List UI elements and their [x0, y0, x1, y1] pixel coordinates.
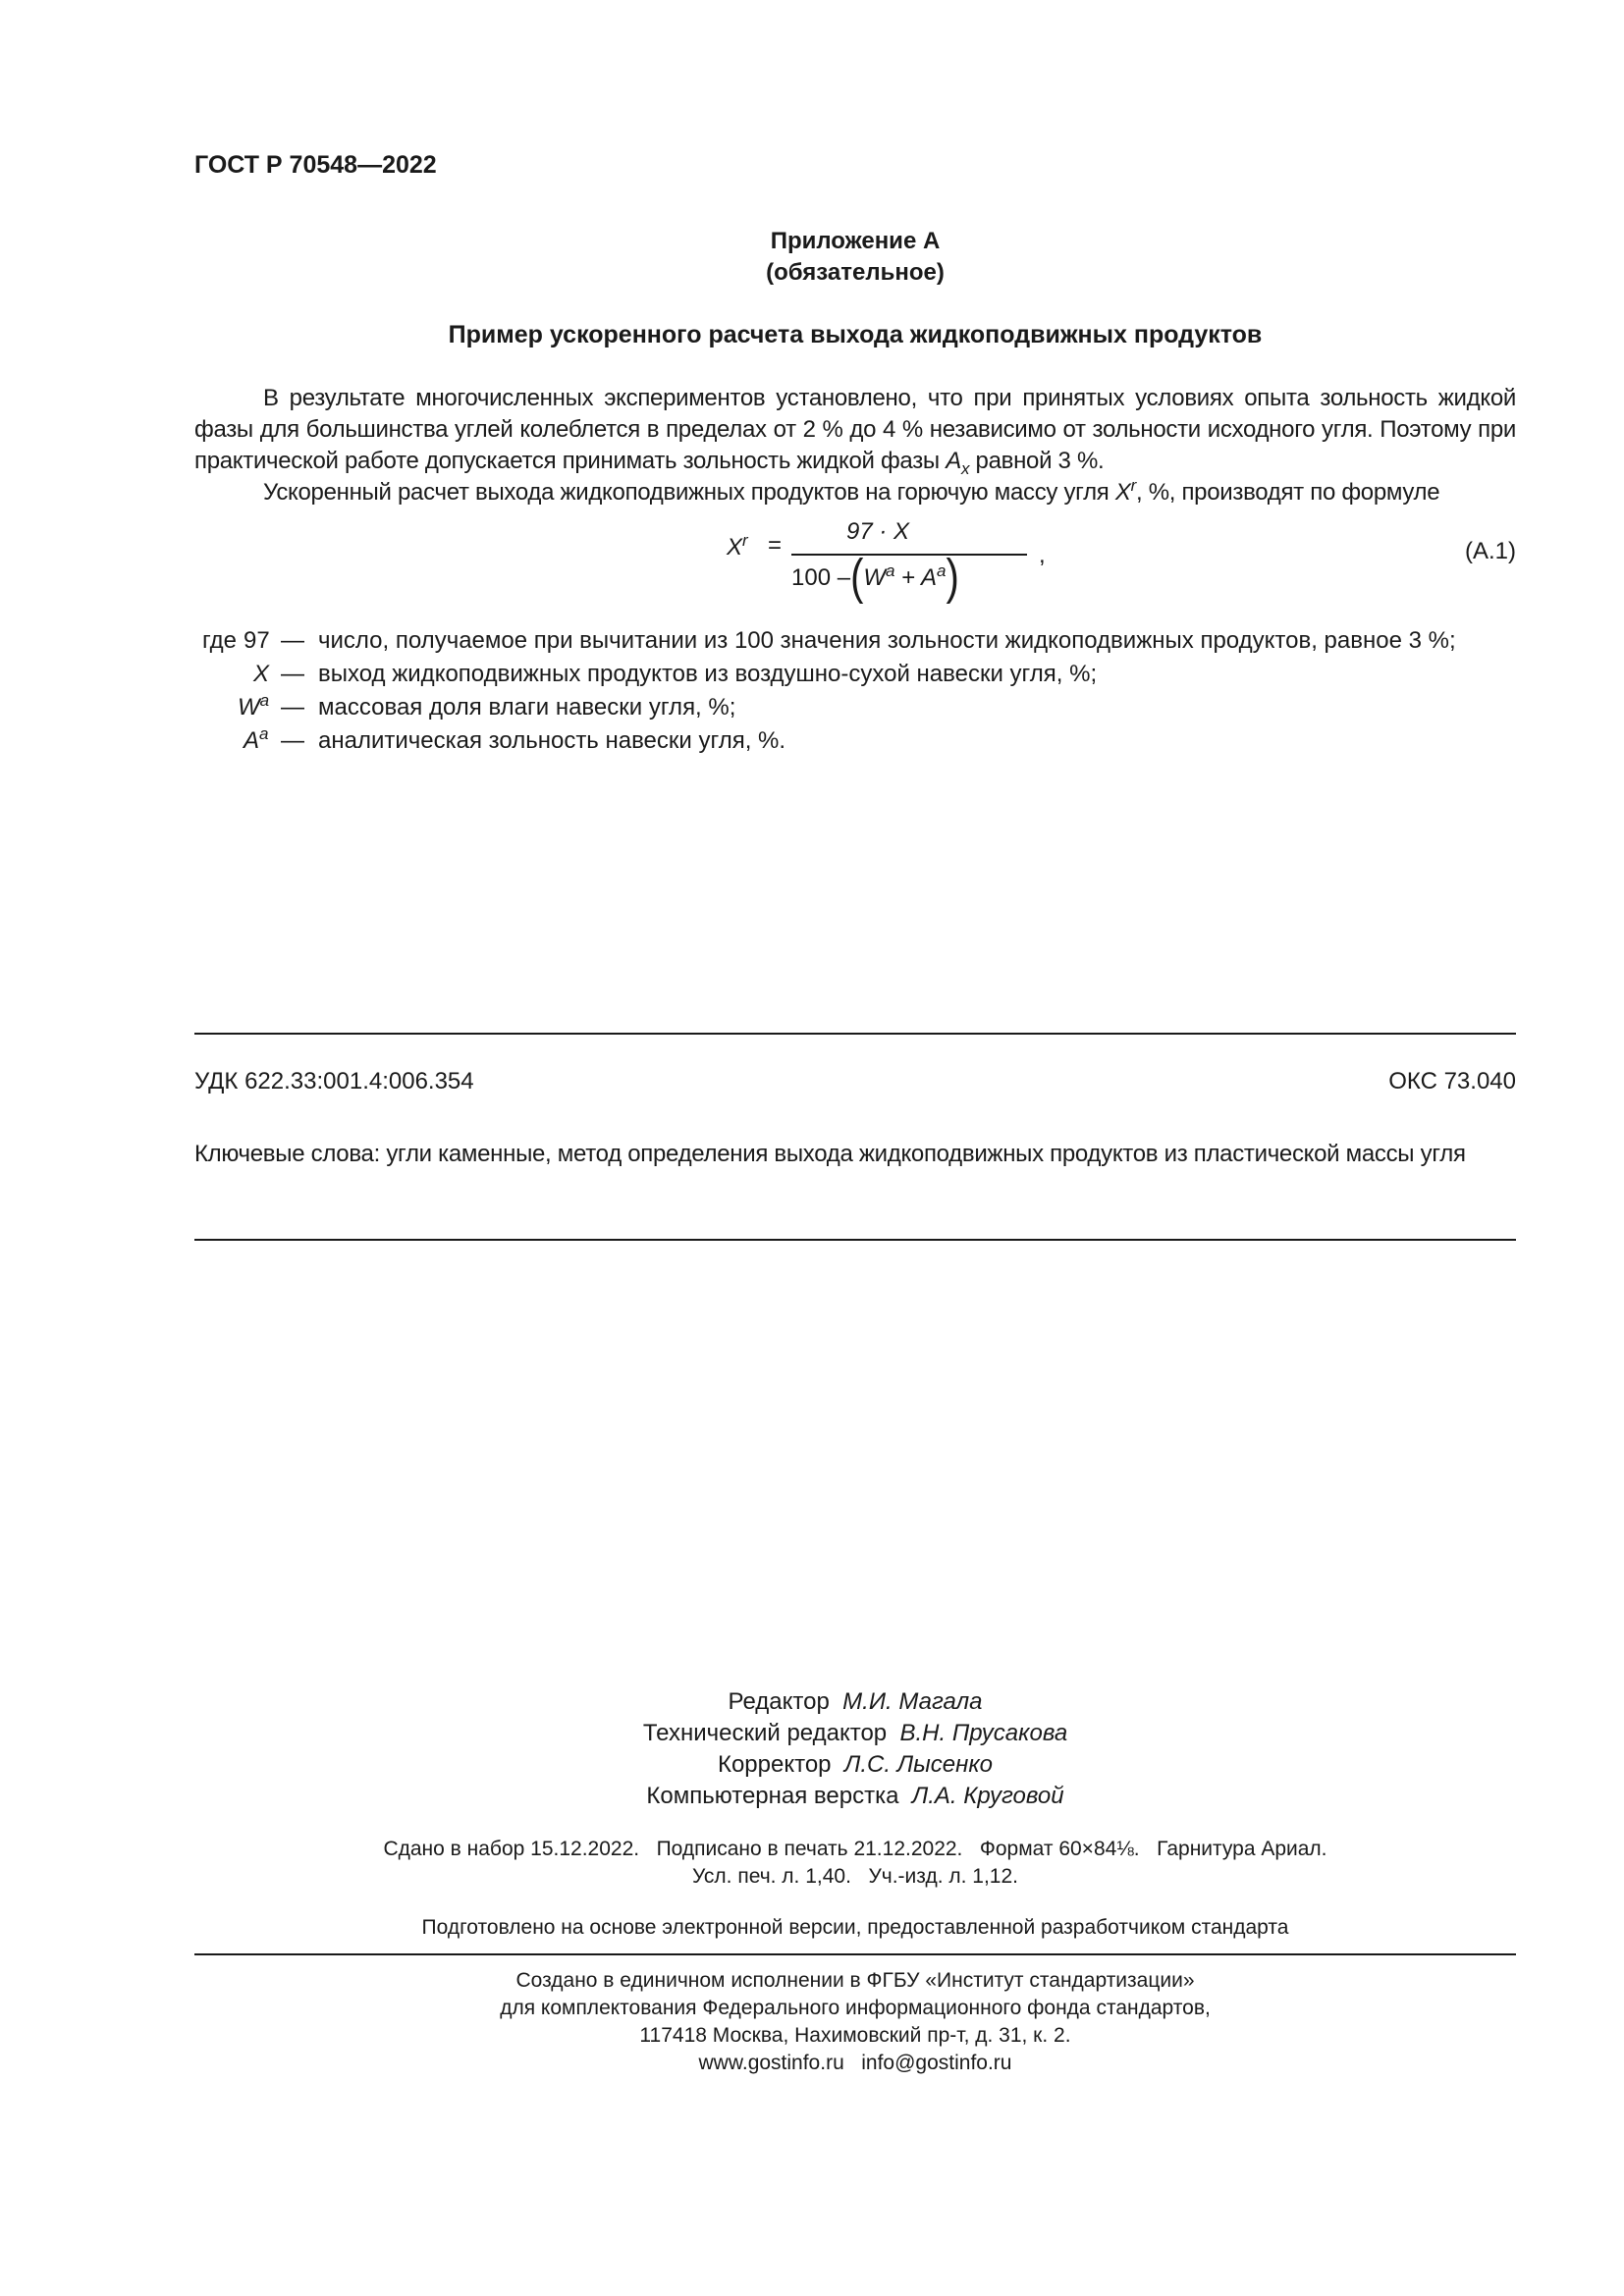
- keywords: [194, 1139, 1516, 1170]
- credit-line: [194, 1749, 1516, 1781]
- legend-dash: —: [281, 694, 304, 721]
- divider-middle: [194, 1239, 1516, 1241]
- ash-symbol: A: [946, 448, 961, 474]
- formula-lhs: $X^r$: [727, 531, 748, 561]
- paragraph-1-text: В результате многочисленных экспериментов установлено, что при принятых условиях опыта зольность жидкой фазы для большинства углей колеблется в пределах от 2 % до 4 % независимо от зольности исходного угля. Поэтому при практической работе допускается принимать зольность жидкой фазы: [194, 385, 1516, 474]
- keywords-label: Ключевые слова:: [194, 1141, 380, 1167]
- legend-symbol: 97: [244, 627, 270, 654]
- formula-den-plus: +: [901, 564, 916, 591]
- keywords-text: угли каменные, метод определения выхода жидкоподвижных продуктов из пластической массы угля: [386, 1141, 1466, 1167]
- legend-symbol: X: [253, 661, 270, 687]
- legend-dash: —: [281, 661, 304, 687]
- legend-intro: где: [202, 627, 238, 654]
- formula-comma: ,: [1039, 542, 1046, 568]
- legend-symbol-sup: a: [259, 724, 269, 743]
- udk-code: УДК 622.33:001.4:006.354: [194, 1068, 474, 1095]
- formula-den-w: W: [863, 564, 887, 591]
- credit-name: В.Н. Прусакова: [899, 1720, 1068, 1746]
- divider-top: [194, 1033, 1516, 1035]
- ash-subscript: x: [960, 459, 970, 478]
- legend-text: выход жидкоподвижных продуктов из воздушно-сухой навески угля, %;: [318, 661, 1098, 687]
- yield-symbol: X: [1114, 479, 1131, 506]
- formula-numerator: 97 · X: [846, 518, 910, 545]
- credit-line: [194, 1781, 1516, 1812]
- publisher-contacts: www.gostinfo.ru info@gostinfo.ru: [698, 2052, 1012, 2074]
- paragraph-1-end: равной 3 %.: [975, 448, 1105, 474]
- fraction-bar: [791, 554, 1027, 556]
- credits: [194, 1686, 1516, 1812]
- paragraph-2-end: , %, производят по формуле: [1135, 479, 1440, 506]
- legend-symbol: W: [238, 694, 260, 721]
- credit-role: Компьютерная верстка: [646, 1783, 899, 1809]
- legend-text: аналитическая зольность навески угля, %.: [318, 727, 786, 754]
- publisher-line-1: Создано в единичном исполнении в ФГБУ «Институт стандартизации»: [515, 1969, 1195, 1992]
- credit-role: Редактор: [728, 1688, 830, 1715]
- legend-symbol: A: [244, 727, 260, 754]
- credit-line: [194, 1718, 1516, 1749]
- formula-den-a: A: [920, 564, 937, 591]
- publisher-line-2: для комплектования Федерального информационного фонда стандартов,: [500, 1997, 1211, 2019]
- formula-equals: =: [768, 532, 783, 559]
- formula-number: (А.1): [1464, 538, 1516, 564]
- formula-den-const: 100 –: [791, 564, 851, 591]
- annex-title: Приложение А: [770, 228, 941, 254]
- oks-code: ОКС 73.040: [1388, 1068, 1516, 1095]
- prepared-note: Подготовлено на основе электронной версии, предоставленной разработчиком стандарта: [421, 1916, 1289, 1939]
- annex-status: (обязательное): [766, 259, 945, 286]
- credit-line: [194, 1686, 1516, 1718]
- credit-role: Корректор: [717, 1751, 832, 1778]
- credit-name: Л.А. Круговой: [911, 1783, 1064, 1809]
- formula-den-w-sup: a: [886, 561, 895, 580]
- paragraph-1: [194, 383, 1516, 477]
- print-info-line-2: Усл. печ. л. 1,40. Уч.-изд. л. 1,12.: [691, 1865, 1018, 1888]
- credit-name: Л.С. Лысенко: [843, 1751, 994, 1778]
- yield-superscript: r: [1130, 476, 1136, 495]
- publisher-line-3: 117418 Москва, Нахимовский пр-т, д. 31, к. 2.: [639, 2024, 1071, 2047]
- legend-symbol-sup: a: [259, 691, 270, 710]
- paren-open: (: [850, 550, 864, 605]
- divider-bottom: [194, 1953, 1516, 1955]
- formula-denominator: [791, 550, 959, 605]
- paragraph-2: [194, 477, 1516, 508]
- paragraph-2-text: Ускоренный расчет выхода жидкоподвижных продуктов на горючую массу угля: [263, 479, 1110, 506]
- annex-heading: Пример ускоренного расчета выхода жидкоподвижных продуктов: [448, 321, 1263, 348]
- credit-name: М.И. Магала: [842, 1688, 983, 1715]
- legend-dash: —: [281, 727, 304, 754]
- legend-dash: —: [281, 627, 304, 654]
- legend-text: массовая доля влаги навески угля, %;: [318, 694, 736, 721]
- legend-text: число, получаемое при вычитании из 100 значения зольности жидкоподвижных продуктов, равное 3 %;: [318, 627, 1456, 654]
- print-info-line-1: Сдано в набор 15.12.2022. Подписано в печать 21.12.2022. Формат 60×84⅛. Гарнитура Ариал.: [383, 1838, 1327, 1860]
- credit-role: Технический редактор: [642, 1720, 888, 1746]
- formula-lhs-sup: r: [742, 531, 748, 550]
- document-code: ГОСТ Р 70548—2022: [194, 151, 437, 179]
- paren-close: ): [946, 550, 959, 605]
- formula-den-a-sup: a: [937, 561, 947, 580]
- formula-a1: [727, 516, 1051, 611]
